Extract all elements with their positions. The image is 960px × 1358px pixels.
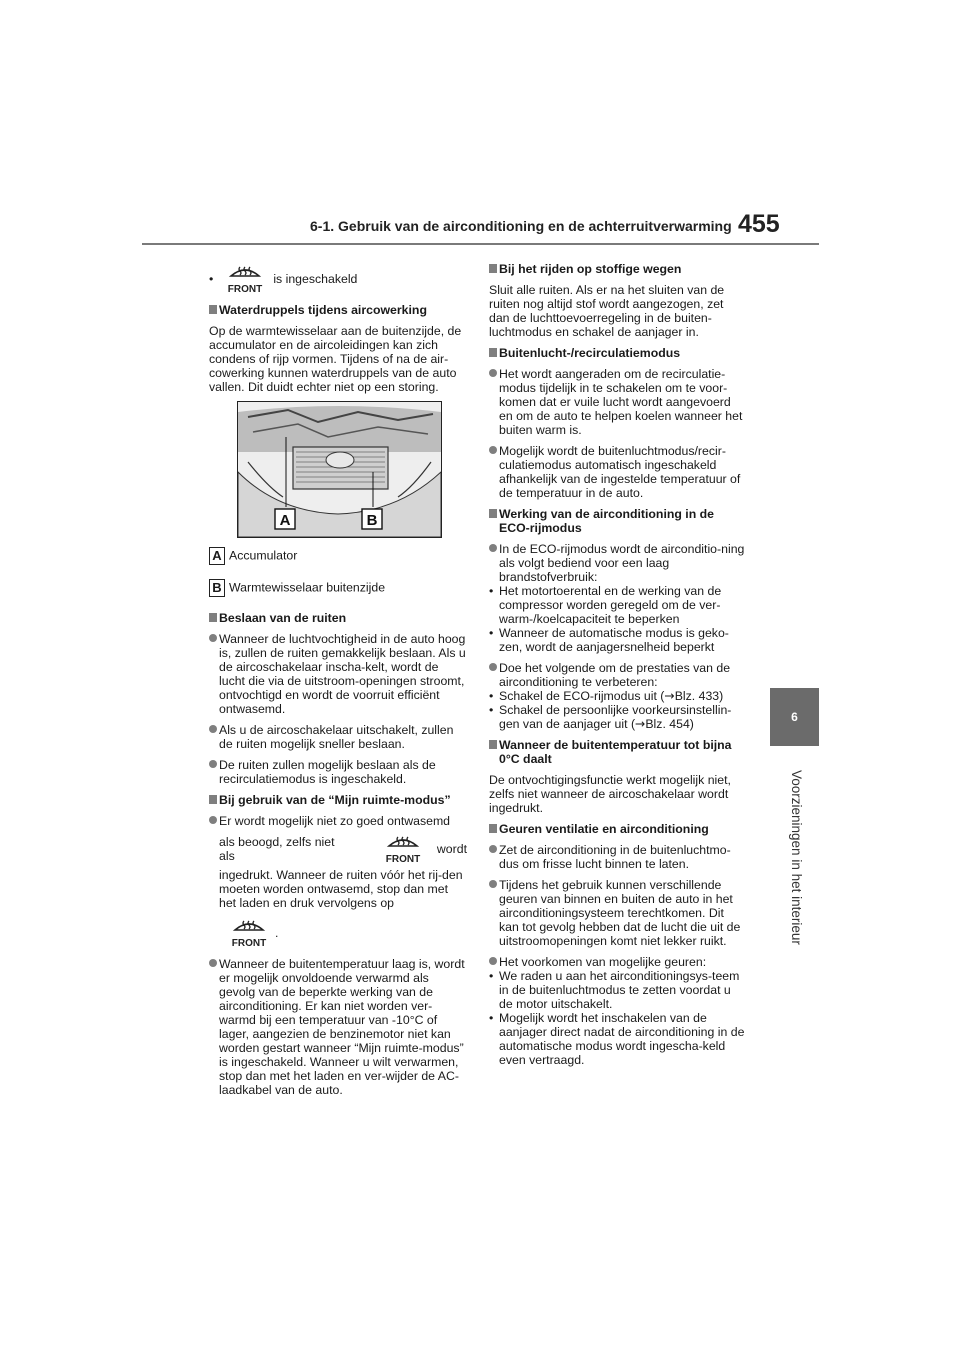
legend-b <box>209 579 467 597</box>
chapter-tab: 6 <box>770 688 819 746</box>
heading-geuren: Geuren ventilatie en airconditioning <box>489 822 747 836</box>
chapter-label: Voorzieningen in het interieur <box>789 770 804 945</box>
front-defroster-icon <box>385 832 421 866</box>
heading-square-icon <box>209 305 217 314</box>
bullet-dot-icon <box>209 634 217 642</box>
heading-temperatuur: Wanneer de buitentemperatuur tot bijna 0°C daalt <box>489 738 747 766</box>
arrow-right-icon: → <box>635 717 646 731</box>
heading-eco: Werking van de airconditioning in de ECO-rijmodus <box>489 507 747 535</box>
bullet-dot-icon <box>209 959 217 967</box>
heading-square-icon <box>489 264 497 273</box>
list-item: De ruiten zullen mogelijk beslaan als de recirculatiemodus is ingeschakeld. <box>209 758 467 786</box>
sub-list-item: • We raden u aan het airconditioningsys-teem in de buitenluchtmodus te zetten voordat u de motor uitschakelt. <box>489 969 740 1011</box>
heading-buitenlucht: Buitenlucht-/recirculatiemodus <box>489 346 747 360</box>
list-item: Zet de airconditioning in de buitenluchtmo-dus om frisse lucht binnen te laten. <box>489 843 747 871</box>
bullet-dot-icon <box>209 725 217 733</box>
sub-list-item: • Schakel de ECO-rijmodus uit (→Blz. 433) <box>489 689 724 703</box>
list-item: Doe het volgende om de prestaties van de airconditioning te verbeteren: <box>489 661 747 689</box>
heading-square-icon <box>489 824 497 833</box>
figure-label-b: B <box>366 512 378 529</box>
bullet-dot-icon <box>489 544 497 552</box>
bullet-dot-icon <box>489 845 497 853</box>
legend-a-box: A <box>209 547 225 565</box>
bullet-dot-icon <box>209 760 217 768</box>
bullet-dot-icon <box>489 369 497 377</box>
sub-list-item: • Wanneer de automatische modus is geko-zen, wordt de aanjagersnelheid beperkt <box>489 626 729 654</box>
list-item: In de ECO-rijmodus wordt de airconditio-ning als volgt bediend voor een laag brandstofverbruik: <box>489 542 747 584</box>
page-reference-link[interactable]: Blz. 433) <box>674 689 724 703</box>
heading-square-icon <box>489 740 497 749</box>
bullet-dot-icon <box>489 957 497 965</box>
legend-a <box>209 547 467 565</box>
list-item: Wanneer de luchtvochtigheid in de auto hoog is, zullen de ruiten gemakkelijk beslaan. Als u de aircoschakelaar inscha-kelt, wordt de lucht die via de uitstroom-openingen stroomt, ontvochtigd en wordt de voorruit efficiënt ontwasemd. <box>209 632 467 716</box>
left-column <box>209 262 467 1104</box>
header-divider <box>142 243 819 245</box>
heading-square-icon <box>489 509 497 518</box>
arrow-right-icon: → <box>664 689 675 703</box>
paragraph-temperatuur: De ontvochtigingsfunctie werkt mogelijk niet, zelfs niet wanneer de aircoschakelaar wordt ingedrukt. <box>489 773 731 815</box>
heading-waterdruppels: Waterdruppels tijdens aircowerking <box>209 303 467 317</box>
front-text: FRONT <box>385 854 421 865</box>
engine-bay-figure <box>237 401 442 538</box>
list-item: Het wordt aangeraden om de recirculatie-modus tijdelijk in te schakelen om te voor-komen dat er vuile lucht wordt aangevoerd en om de auto te helpen koelen wanneer het buiten warm is. <box>489 367 747 437</box>
figure-label-a: A <box>279 512 291 529</box>
list-bullet: • <box>209 272 214 286</box>
heading-stoffig: Bij het rijden op stoffige wegen <box>489 262 747 276</box>
page-number: 455 <box>738 210 780 238</box>
legend-b-box: B <box>209 579 225 597</box>
list-item: Tijdens het gebruik kunnen verschillende geuren van binnen en buiten de auto in het airconditioningsysteem terechtkomen. Dit kan tot gevolg hebben dat de lucht die uit de uitstroomopeningen komt niet lekker ruikt. <box>489 878 747 948</box>
front-text: FRONT <box>228 284 263 295</box>
list-item: Wanneer de buitentemperatuur laag is, wordt er mogelijk onvoldoende verwarmd als gevolg van de beperkte werking van de airconditioning. Er kan niet worden ver-warmd bij een temperatuur van -10°C of lager, aangezien de benzinemotor niet kan worden gestart wanneer “Mijn ruimte-modus” is ingeschakeld. Wanneer u wilt verwarmen, stop dan met het laden en ver-wijder de AC-laadkabel van de auto. <box>209 957 467 1097</box>
page-reference-link[interactable]: Blz. 454) <box>645 717 694 731</box>
sub-list-item: • Schakel de persoonlijke voorkeursinstellin-gen van de aanjager uit (→Blz. 454) <box>489 703 732 731</box>
section-title: 6-1. Gebruik van de airconditioning en de achterruitverwarming <box>310 218 732 234</box>
sub-list-item: • Mogelijk wordt het inschakelen van de aanjager direct nadat de airconditioning in de automatische modus wordt ingescha-keld even vertraagd. <box>489 1011 745 1067</box>
heading-square-icon <box>209 613 217 622</box>
right-column <box>489 262 747 1074</box>
sub-list-item: • Het motortoerental en de werking van de compressor worden geregeld om de ver-warm-/koelcapaciteit te beperken <box>489 584 722 626</box>
bullet-dot-icon <box>209 816 217 824</box>
paragraph-stoffig: Sluit alle ruiten. Als er na het sluiten van de ruiten nog altijd stof wordt aangezogen, zet dan de luchttoevoerregeling in de buiten-luchtmodus en schakel de aanjager in. <box>489 283 725 339</box>
front-text: FRONT <box>231 938 267 949</box>
list-item: Mogelijk wordt de buitenluchtmodus/recir-culatiemodus automatisch ingeschakeld afhankelijk van de ingestelde temperatuur of de temperatuur in de auto. <box>489 444 747 500</box>
paragraph-waterdruppels: Op de warmtewisselaar aan de buitenzijde, de accumulator en de aircoleidingen kan zich condens of rijp vormen. Tijdens of na de air-cowerking kunnen waterdruppels van de auto vallen. Dit duidt echter niet op een storing. <box>209 324 462 394</box>
bullet-dot-icon <box>489 663 497 671</box>
front-on-line <box>209 262 467 296</box>
front-defroster-icon <box>231 916 267 950</box>
front-on-text: is ingeschakeld <box>273 272 358 286</box>
heading-beslaan: Beslaan van de ruiten <box>209 611 467 625</box>
list-item: Er wordt mogelijk niet zo goed ontwasemd als beoogd, zelfs niet als FRONT wordt ingedrukt. Wanneer de ruiten vóór het rij-den moeten worden ontwasemd, stop dan met het laden en druk vervolgens op FRONT . <box>209 814 467 950</box>
heading-square-icon <box>209 795 217 804</box>
list-item: Als u de aircoschakelaar uitschakelt, zullen de ruiten mogelijk sneller beslaan. <box>209 723 467 751</box>
heading-square-icon <box>489 348 497 357</box>
bullet-dot-icon <box>489 880 497 888</box>
legend-a-text: Accumulator <box>229 548 298 563</box>
bullet-dot-icon <box>489 446 497 454</box>
heading-mijn-ruimte: Bij gebruik van de “Mijn ruimte-modus” <box>209 793 467 807</box>
legend-b-text: Warmtewisselaar buitenzijde <box>229 580 386 595</box>
list-item: Het voorkomen van mogelijke geuren: <box>489 955 747 969</box>
front-defroster-icon <box>227 262 263 296</box>
